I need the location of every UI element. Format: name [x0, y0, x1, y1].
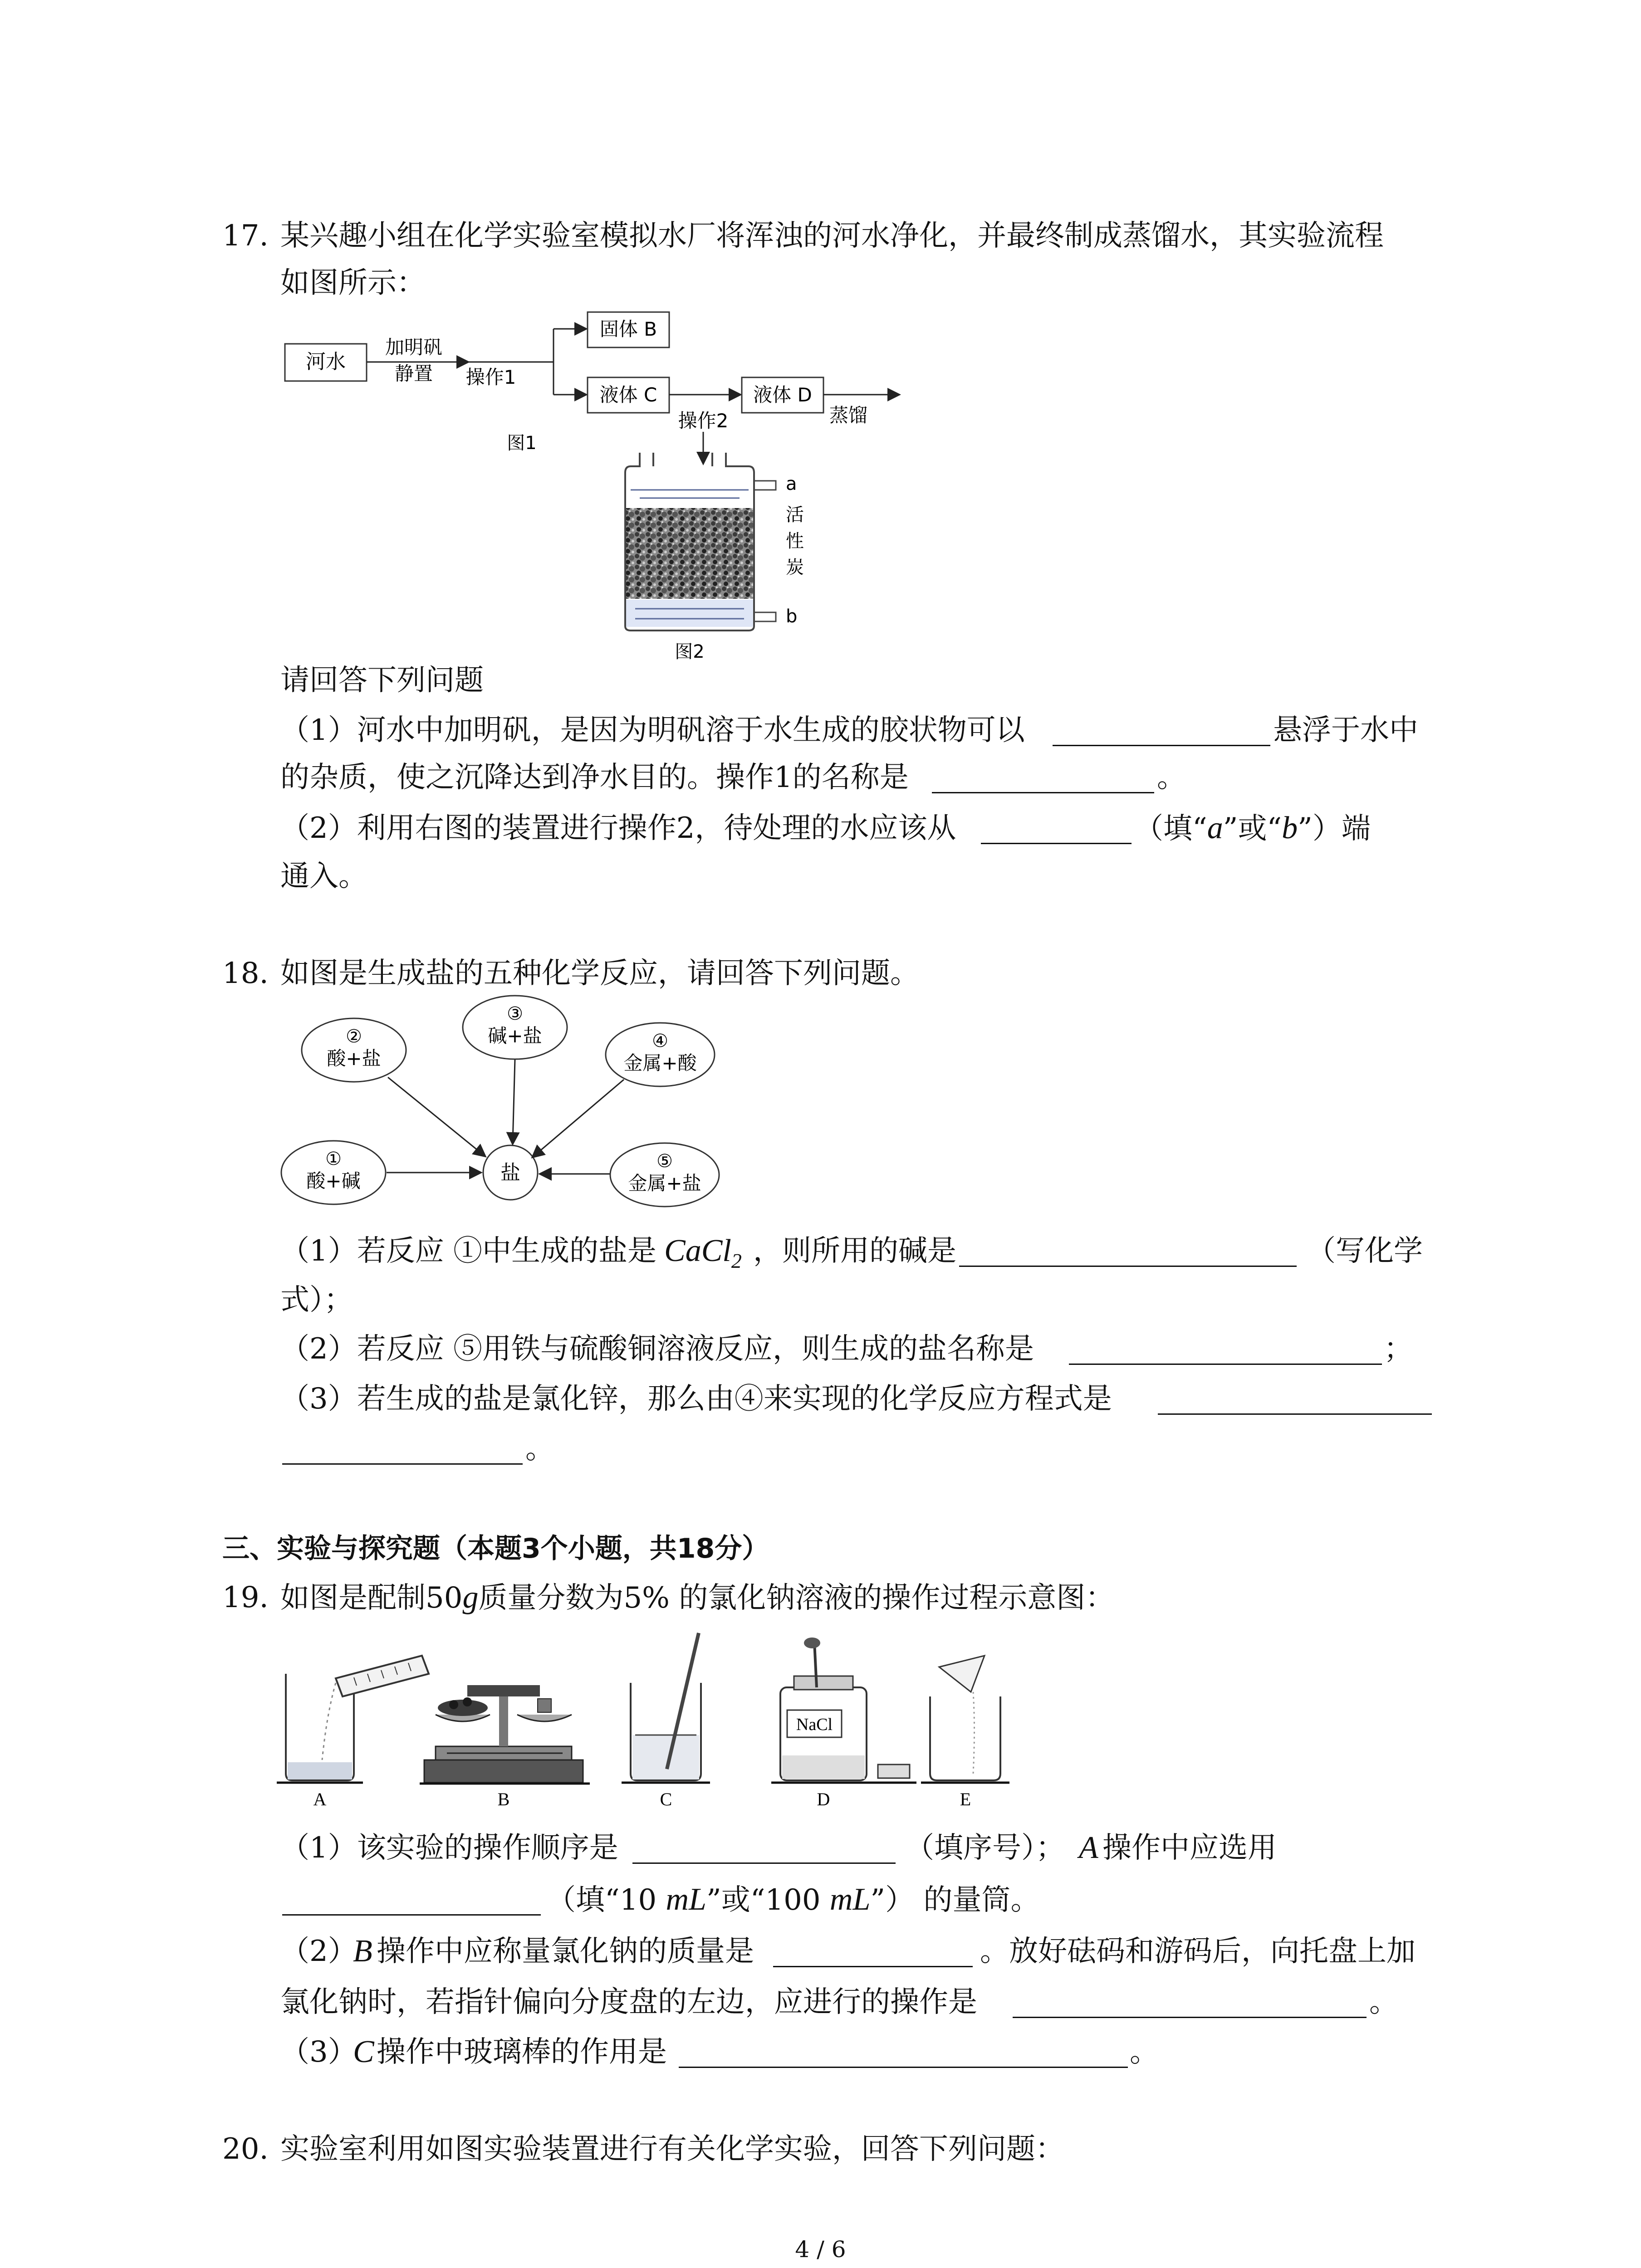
label-n4: ④ [652, 1031, 668, 1051]
label-n1: ① [325, 1149, 342, 1169]
river-label: 河水 [306, 350, 346, 373]
q19-p1-text-e: ”或“ [706, 1883, 765, 1917]
q18-formula-sub: 2 [731, 1249, 742, 1272]
q19-p1-text-f: ”） 的量筒。 [870, 1883, 1040, 1917]
q19-v100: 100 [765, 1883, 830, 1917]
q18-p3-text-a: （3）若生成的盐是氯化锌，那么由④来实现的化学反应方程式是 [280, 1382, 1112, 1416]
page-number: 4 / 6 [795, 2236, 846, 2263]
q17-p2-text-a: （2）利用右图的装置进行操作2，待处理的水应该从 [280, 811, 956, 845]
q19-ml-unit-2: mL [829, 1882, 871, 1917]
liquid-c-label: 液体 C [599, 384, 657, 406]
q17-figure1-caption [495, 426, 549, 458]
label-b: b [786, 606, 798, 627]
label-b-operation: B [497, 1789, 510, 1809]
q17-figure2-carbon-filter [612, 445, 830, 662]
q19-p1-text-a: （1）该实验的操作顺序是 [280, 1831, 618, 1865]
q20-number: 20. [222, 2132, 269, 2166]
operation-d [771, 1637, 916, 1809]
q19-cylinder-options [547, 1878, 1039, 1922]
settle-label: 静置 [394, 362, 433, 385]
port-a [754, 481, 776, 490]
solid-b-label: 固体 B [599, 318, 657, 340]
q18-p2-text-b: ； [1384, 1332, 1413, 1366]
q17-var-b: b [1282, 811, 1298, 846]
q18-salt-reaction-diagram [272, 993, 735, 1220]
q17-stem-text: 某兴趣小组在化学实验室模拟水厂将浑浊的河水净化，并最终制成蒸馏水，其实验流程 [280, 219, 1384, 253]
add-alum-label: 加明矾 [385, 336, 443, 358]
q17-p2-text-c: ”或“ [1223, 812, 1282, 846]
label-carbon-2: 性 [786, 531, 804, 552]
q17-answer-2[interactable] [932, 762, 1154, 793]
label-n5: ⑤ [656, 1151, 673, 1172]
distill-label: 蒸馏 [829, 404, 868, 426]
q19-stem-pct: 5% [623, 1581, 670, 1615]
q18-p2-text-a: （2）若反应 ⑤用铁与硫酸铜溶液反应，则生成的盐名称是 [280, 1332, 1034, 1366]
q17-number: 17. [222, 219, 269, 253]
q18-answer-1[interactable] [959, 1236, 1297, 1267]
q19-p1-text-c: 操作中应选用 [1102, 1831, 1277, 1865]
q17-p2-text-d: ”）端 [1298, 812, 1371, 846]
q17-answer-1[interactable] [1053, 715, 1270, 746]
label-r2: 酸+盐 [327, 1047, 381, 1070]
nacl-label: NaCl [796, 1715, 833, 1734]
label-r1: 酸+碱 [306, 1170, 361, 1192]
q19-answer-cylinder[interactable] [282, 1884, 541, 1916]
q19-p2-text-d: 氯化钠时，若指针偏向分度盘的左边，应进行的操作是 [280, 1985, 977, 2019]
q17-stem-text-2: 如图所示： [280, 266, 426, 300]
q18-answer-3b[interactable] [282, 1433, 523, 1465]
q18-stem-text: 如图是生成盐的五种化学反应，请回答下列问题。 [280, 957, 919, 990]
q17-answer-3[interactable] [981, 813, 1132, 844]
q18-number: 18. [222, 957, 269, 990]
q19-answer-mass[interactable] [773, 1936, 973, 1967]
q19-p2-text-a: （2） [280, 1935, 357, 1968]
q19-v10: 10 [619, 1883, 666, 1917]
label-r3: 碱+盐 [488, 1025, 542, 1047]
operation-c [622, 1633, 710, 1809]
op1-label: 操作1 [465, 366, 516, 388]
carbon-layer [626, 508, 753, 599]
arrow-from-metal-acid [533, 1080, 624, 1157]
q19-answer-rod[interactable] [679, 2037, 1128, 2068]
q19-answer-operation[interactable] [1013, 1987, 1367, 2018]
q19-p3-text-a: （3） [280, 2035, 357, 2069]
q19-stem-mass: 50 [426, 1581, 463, 1615]
q19-p1-text-b: （填序号）； [905, 1831, 1065, 1865]
q17-p2-option-text [1134, 807, 1371, 850]
q18-answer-2[interactable] [1069, 1334, 1382, 1365]
q17-p1-text-d: 。 [1157, 761, 1186, 794]
label-n3: ③ [507, 1003, 523, 1024]
label-d-operation: D [817, 1789, 830, 1809]
q17-prompt-text: 请回答下列问题 [280, 664, 484, 697]
q19-var-b: B [353, 1934, 372, 1969]
q20-stem-text: 实验室利用如图实验装置进行有关化学实验，回答下列问题： [280, 2132, 1064, 2166]
operation-a [277, 1656, 429, 1809]
liquid-d-label: 液体 D [753, 384, 812, 406]
q19-answer-order[interactable] [632, 1833, 896, 1864]
label-e-operation: E [960, 1789, 971, 1809]
q19-p2-text-e: 。 [1369, 1985, 1398, 2019]
q19-stem-text [280, 1576, 1114, 1620]
arrow-from-base-salt [513, 1060, 515, 1143]
q17-var-a: a [1207, 811, 1223, 846]
water-bottom [626, 600, 753, 627]
q19-lab-operations-figure [272, 1624, 1016, 1814]
q19-stem-unit: g [462, 1580, 479, 1615]
q19-ml-unit-1: mL [666, 1882, 706, 1917]
q18-formula-base: CaCl [664, 1233, 731, 1268]
figure1-caption: 图1 [507, 433, 537, 454]
q17-p2-text-e: 通入。 [280, 860, 367, 893]
label-a-operation: A [313, 1789, 327, 1809]
op2-label: 操作2 [678, 410, 729, 432]
q19-p3-text-b: 操作中玻璃棒的作用是 [377, 2035, 667, 2069]
operation-b [420, 1685, 590, 1809]
q17-p2-text-b: （填“ [1134, 812, 1207, 846]
q18-answer-3a[interactable] [1158, 1383, 1432, 1415]
q19-var-a: A [1079, 1830, 1098, 1865]
q19-p1-text-d: （填“ [547, 1883, 620, 1917]
label-salt: 盐 [500, 1161, 520, 1184]
label-a: a [786, 474, 797, 494]
q18-p1-text-a: （1）若反应 ①中生成的盐是 [280, 1234, 657, 1268]
q19-p3-text-c: 。 [1130, 2035, 1159, 2069]
q19-stem-c: 的氯化钠溶液的操作过程示意图： [669, 1581, 1115, 1615]
label-r4: 金属+酸 [623, 1052, 697, 1074]
q18-p3-text-b: 。 [525, 1432, 554, 1466]
label-n2: ② [346, 1026, 362, 1047]
q18-p1-text-d: 式）； [280, 1283, 353, 1317]
q19-stem-b: 质量分数为 [478, 1581, 624, 1615]
label-r5: 金属+盐 [628, 1172, 701, 1194]
q17-p1-text-c: 的杂质，使之沉降达到净水目的。操作1的名称是 [280, 761, 909, 794]
q19-stem-a: 如图是配制 [280, 1581, 426, 1615]
label-carbon-3: 炭 [786, 557, 804, 578]
q17-p1-text-b: 悬浮于水中 [1273, 714, 1418, 747]
figure2-caption: 图2 [675, 641, 705, 662]
operation-e [921, 1656, 1009, 1809]
arrow-from-acid-salt [388, 1077, 485, 1156]
q18-p1-text-b: ，则所用的碱是 [753, 1234, 956, 1268]
port-b [754, 612, 776, 621]
q18-formula [664, 1229, 742, 1283]
q18-p1-text-c: （写化学 [1307, 1234, 1423, 1268]
q19-number: 19. [222, 1581, 269, 1614]
q19-p2-text-c: 。放好砝码和游码后，向托盘上加 [980, 1935, 1416, 1968]
q19-var-c: C [353, 2034, 374, 2069]
label-carbon-1: 活 [786, 504, 804, 525]
section3-heading-text: 三、实验与探究题（本题3个小题，共18分） [222, 1533, 769, 1564]
q17-p1-text-a: （1）河水中加明矾，是因为明矾溶于水生成的胶状物可以 [280, 714, 1025, 747]
q19-p2-text-b: 操作中应称量氯化钠的质量是 [377, 1935, 754, 1968]
label-c-operation: C [660, 1789, 672, 1809]
